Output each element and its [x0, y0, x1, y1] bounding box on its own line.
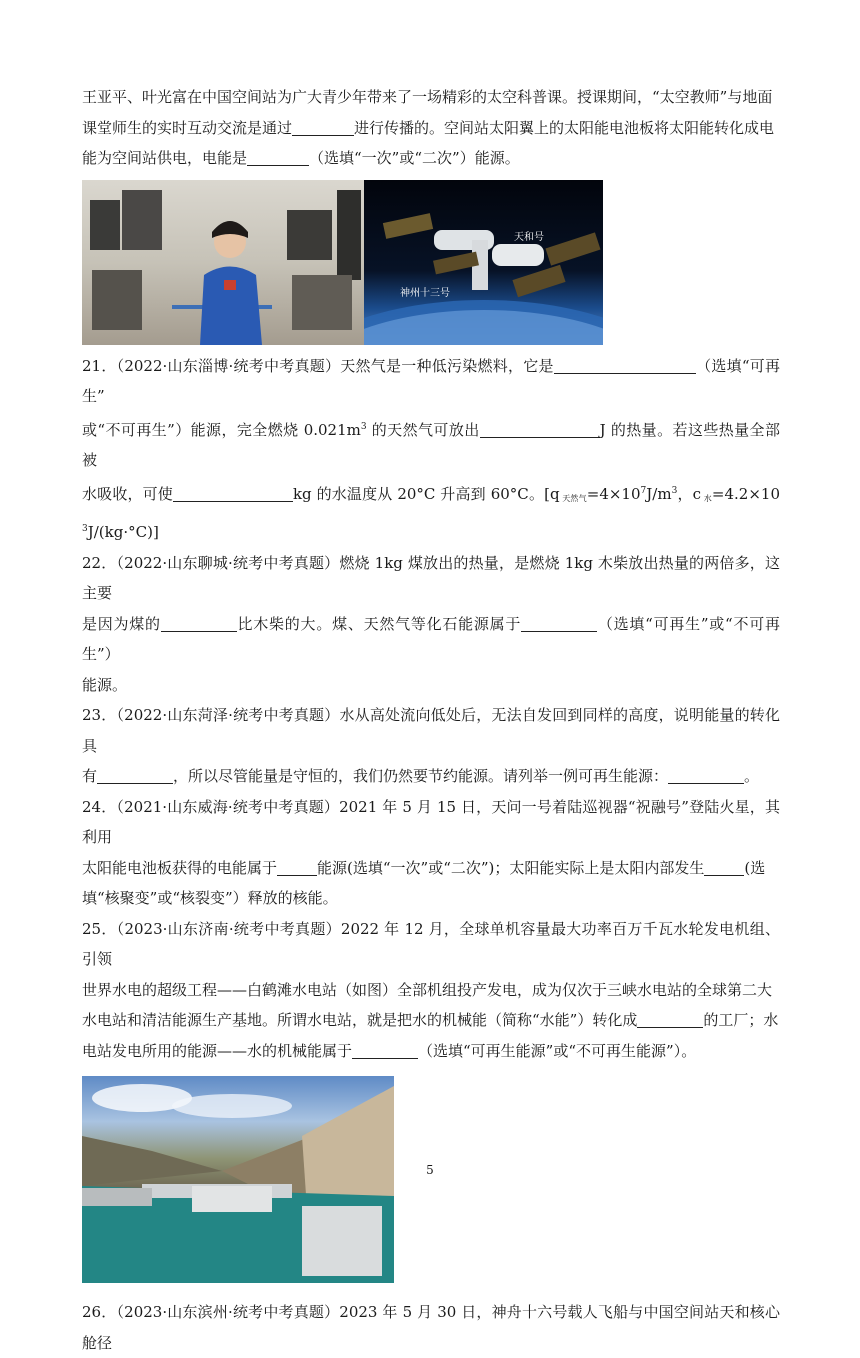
question-23: [82, 700, 780, 792]
answer-blank[interactable]: [97, 767, 173, 784]
baihetan-dam-photo: [82, 1076, 394, 1283]
q21-text: （选填“可再生”: [82, 356, 780, 405]
q24-text: 太阳能电池板获得的电能属于: [82, 858, 278, 877]
q24-text: 24．（2021·山东威海·统考中考真题）2021 年 5 月 15 日，天问一号着陆巡视器“祝融号”登陆火星，其利用: [82, 797, 780, 846]
shenzhou-label: 神州十三号: [400, 287, 450, 299]
q21-text: J 的热量。若这些热量全部被: [82, 420, 780, 469]
answer-blank[interactable]: [277, 859, 317, 876]
q21-text: kg 的水温度从 20°C 升高到 60°C。[q: [292, 484, 560, 503]
answer-blank[interactable]: [292, 119, 354, 136]
tianhe-label: 天和号: [514, 231, 544, 243]
intro-line-2-end: 进行传播的。空间站太阳翼上的太阳能电池板将太阳能转化成电: [354, 118, 775, 137]
q25-text: 25．（2023·山东济南·统考中考真题）2022 年 12 月，全球单机容量最大功率百万千瓦水轮发电机组、引领: [82, 919, 780, 968]
q21-superscript: 7: [640, 485, 647, 496]
answer-blank[interactable]: [161, 615, 237, 632]
q22-text: 是因为煤的: [82, 614, 161, 633]
q22-text: 能源。: [82, 675, 128, 694]
q21-text: 21．（2022·山东淄博·统考中考真题）天然气是一种低污染燃料，它是: [82, 356, 554, 375]
answer-blank[interactable]: [352, 1042, 418, 1059]
question-22: [82, 548, 780, 701]
intro-paragraph: [82, 82, 780, 174]
answer-blank[interactable]: [247, 149, 309, 166]
q21-superscript: 3: [82, 524, 88, 534]
q21-text: 水吸收，可使: [82, 484, 173, 503]
answer-blank[interactable]: [554, 357, 696, 374]
intro-line-1: 王亚平、叶光富在中国空间站为广大青少年带来了一场精彩的太空科普课。授课期间，“太空教师”与地面: [82, 88, 773, 106]
intro-line-2-start: 课堂师生的实时互动交流是通过: [82, 118, 293, 137]
question-26: [82, 1297, 780, 1358]
q21-subscript: 天然气: [559, 493, 587, 503]
intro-line-3-end: （选填“一次”或“二次”）能源。: [309, 149, 520, 167]
answer-blank[interactable]: [637, 1011, 703, 1028]
page-number: 5: [426, 1163, 434, 1177]
q21-text: =4.2×10: [711, 484, 780, 503]
answer-blank[interactable]: [704, 859, 744, 876]
q24-text: (选: [744, 858, 766, 877]
answer-blank[interactable]: [480, 421, 600, 438]
q21-text: J/m: [646, 484, 672, 503]
answer-blank[interactable]: [521, 615, 597, 632]
q25-text: 水电站和清洁能源生产基地。所谓水电站，就是把水的机械能（简称“水能”）转化成: [82, 1011, 638, 1029]
intro-line-3-start: 能为空间站供电，电能是: [82, 149, 248, 167]
q24-text: 能源(选填“一次”或“二次”)；太阳能实际上是太阳内部发生: [317, 858, 705, 877]
q22-text: 22．（2022·山东聊城·统考中考真题）燃烧 1kg 煤放出的热量，是燃烧 1kg 木柴放出热量的两倍多，这主要: [82, 553, 780, 602]
q25-text: 电站发电所用的能源——水的机械能属于: [82, 1041, 353, 1060]
question-24: [82, 792, 780, 914]
q26-text: 26．（2023·山东滨州·统考中考真题）2023 年 5 月 30 日，神舟十六号载人飞船与中国空间站天和核心舱径: [82, 1303, 780, 1352]
q23-text: 有: [82, 767, 98, 785]
q21-superscript: 3: [360, 421, 367, 432]
q23-text: 23．（2022·山东菏泽·统考中考真题）水从高处流向低处后，无法自发回到同样的高度，说明能量的转化具: [82, 706, 780, 755]
q25-text: 的工厂；水: [703, 1011, 779, 1029]
q21-text: ，c: [677, 484, 702, 503]
answer-blank[interactable]: [668, 767, 744, 784]
q22-text: 比木柴的大。煤、天然气等化石能源属于: [236, 614, 522, 633]
q21-text: =4×10: [586, 484, 641, 503]
astronaut-classroom-photo: [82, 180, 364, 345]
q21-text: 的天然气可放出: [366, 420, 480, 439]
q23-text: ，所以尽管能量是守恒的，我们仍然要节约能源。请列举一例可再生能源：: [173, 767, 669, 785]
space-station-photo: [364, 180, 603, 345]
q24-text: 填“核聚变”或“核裂变”）释放的核能。: [82, 889, 338, 907]
q25-text: （选填“可再生能源”或“不可再生能源”）。: [418, 1041, 697, 1060]
q22-text: （选填“可再生”或“不可再生”）: [82, 614, 780, 663]
question-25: [82, 914, 780, 1067]
q21-superscript: 3: [671, 485, 678, 496]
answer-blank[interactable]: [173, 485, 293, 502]
q21-subscript: 水: [701, 493, 712, 503]
q25-text: 世界水电的超级工程——白鹤滩水电站（如图）全部机组投产发电，成为仅次于三峡水电站的全球第二大: [82, 980, 773, 999]
space-station-illustration: [364, 180, 603, 345]
dam-illustration: [82, 1076, 394, 1283]
q21-text: J/(kg·°C)]: [87, 523, 159, 541]
astronaut-illustration: [82, 180, 364, 345]
q23-text: 。: [744, 767, 760, 785]
question-21: [82, 351, 780, 548]
space-photos: [82, 180, 780, 345]
q21-text: 或“不可再生”）能源，完全燃烧 0.021m: [82, 420, 361, 439]
